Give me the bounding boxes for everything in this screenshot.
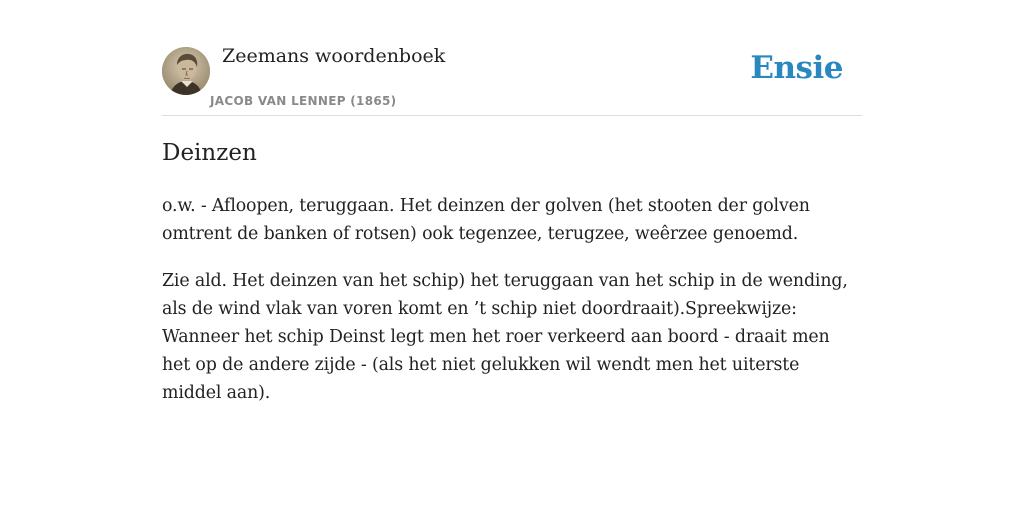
definition-paragraph: o.w. - Afloopen, teruggaan. Het deinzen der golven (het stooten der golven omtrent de banken of rotsen) ook tegenzee, terugzee, weêrzee genoemd. xyxy=(162,196,810,244)
entry-header xyxy=(162,0,862,116)
dictionary-title[interactable]: Zeemans woordenboek xyxy=(222,45,446,67)
author-name[interactable]: JACOB VAN LENNEP (1865) xyxy=(210,94,397,108)
ensie-logo[interactable]: Ensie xyxy=(750,50,843,86)
entry-card xyxy=(162,0,862,403)
author-avatar[interactable] xyxy=(162,47,210,95)
headword: Deinzen xyxy=(162,140,257,166)
definition-paragraph: Zie ald. Het deinzen van het schip) het teruggaan van het schip in de wending, als de wind vlak van voren komt en ’t schip niet doordraait).Spreekwijze: Wanneer het schip Deinst legt men het roer verkeerd aan boord - draait men het op de andere zijde - (als het niet gelukken wil wendt men het uiterste middel aan). xyxy=(162,271,848,403)
author-portrait-icon xyxy=(162,47,210,95)
